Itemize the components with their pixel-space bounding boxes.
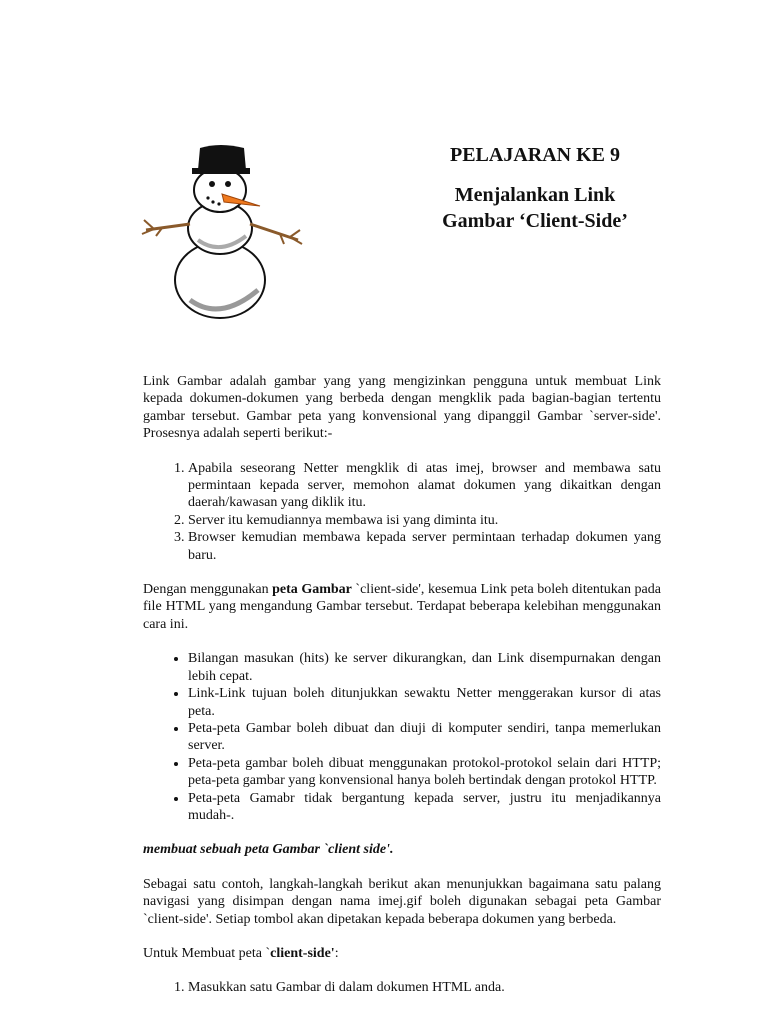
list-item: • Peta-peta Gamabr tidak bergantung kepada server, justru itu menjadikannya mudah-. [188, 790, 661, 825]
lesson-subtitle [410, 182, 660, 234]
list-item: • Link-Link tujuan boleh ditunjukkan sewaktu Netter menggerakan kursor di atas peta. [188, 685, 661, 720]
list-item: 1. Apabila seseorang Netter mengklik di atas imej, browser and membawa satu permintaan kepada server, memohon alamat dokumen yang dikaitkan dengan daerah/kawasan yang diklik itu. [188, 460, 661, 512]
bold-term: peta Gambar [272, 582, 352, 598]
title-block [410, 142, 660, 234]
instruction-steps-list [143, 979, 661, 996]
list-item: 3. Browser kemudian membawa kepada server permintaan terhadap dokumen yang baru. [188, 529, 661, 564]
list-item: • Peta-peta Gambar boleh dibuat dan diuji di komputer sendiri, tanpa memerlukan server. [188, 720, 661, 755]
list-item: 2. Server itu kemudiannya membawa isi yang diminta itu. [188, 512, 661, 529]
document-body [143, 373, 661, 997]
list-item: • Bilangan masukan (hits) ke server dikurangkan, dan Link disempurnakan dengan lebih cepat. [188, 650, 661, 685]
list-item: 1. Masukkan satu Gambar di dalam dokumen HTML anda. [188, 979, 661, 996]
section-heading: membuat sebuah peta Gambar `client side'. [143, 842, 394, 858]
process-steps-list [143, 460, 661, 564]
intro-paragraph: Link Gambar adalah gambar yang yang mengizinkan pengguna untuk membuat Link kepada dokumen-dokumen yang berbeda dengan mengklik pada bagian-bagian tertentu gambar tersebut. Gambar peta yang konvensional yang dipanggil Gambar `server-side'. Prosesnya adalah seperti berikut:- [143, 374, 661, 442]
subtitle-line-1: Menjalankan Link [454, 184, 616, 206]
subtitle-line-2: Gambar ‘Client-Side’ [442, 210, 628, 232]
example-paragraph: Sebagai satu contoh, langkah-langkah berikut akan menunjukkan bagaimana satu palang navigasi yang disimpan dengan nama imej.gif boleh digunakan sebagai peta Gambar `client-side'. Setiap tombol akan dipetakan kepada beberapa dokumen yang berbeda. [143, 876, 661, 927]
bold-term: client-side' [270, 945, 335, 961]
list-item: • Peta-peta gambar boleh dibuat menggunakan protokol-protokol selain dari HTTP; peta-peta gambar yang konvensional hanya boleh bertindak dengan protokol HTTP. [188, 755, 661, 790]
instructions-lead: Untuk Membuat peta `client-side': [143, 945, 339, 961]
advantages-list [143, 650, 661, 824]
client-side-paragraph: Dengan menggunakan peta Gambar `client-side', kesemua Link peta boleh ditentukan pada file HTML yang mengandung Gambar tersebut. Terdapat beberapa kelebihan menggunakan cara ini. [143, 582, 661, 632]
lesson-title: PELAJARAN KE 9 [449, 144, 620, 166]
snowman-icon [140, 140, 305, 325]
